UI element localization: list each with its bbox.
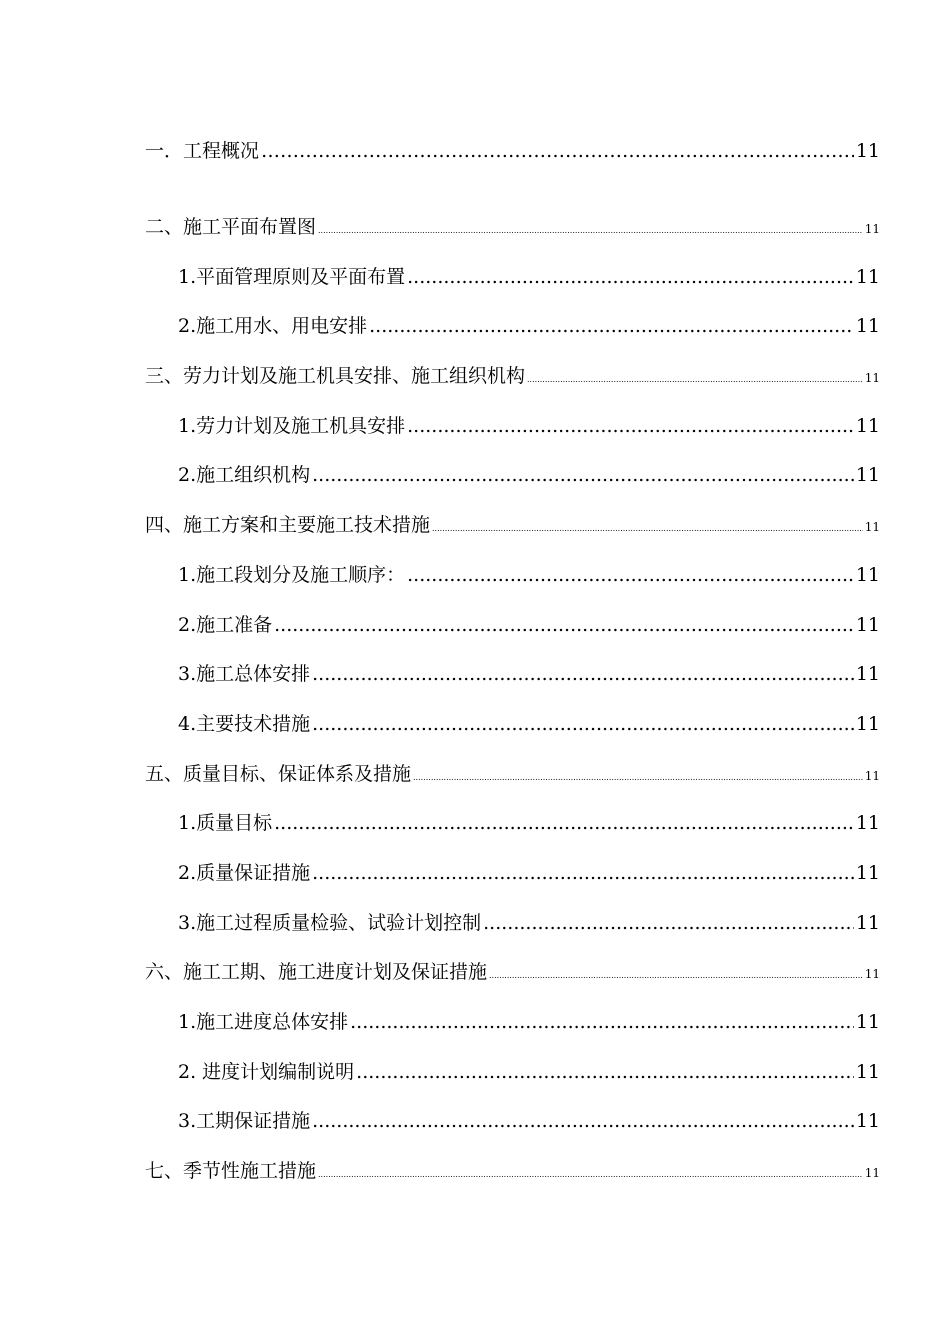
toc-dot-leader: [274, 799, 854, 849]
toc-entry-label: 五、质量目标、保证体系及措施: [145, 762, 412, 785]
toc-entry-label: 七、季节性施工措施: [145, 1160, 317, 1183]
toc-dot-leader: [407, 253, 854, 303]
toc-entry-label: 二、施工平面布置图: [145, 216, 317, 238]
toc-entry[interactable]: [145, 948, 880, 998]
toc-entry-label: 六、施工工期、施工进度计划及保证措施: [145, 961, 488, 984]
toc-dot-leader: [483, 899, 854, 949]
toc-page-number: 11: [855, 812, 880, 835]
toc-dot-leader: [527, 355, 863, 405]
toc-entry[interactable]: [145, 1097, 880, 1147]
toc-page-number: 11: [855, 1110, 880, 1133]
toc-entry[interactable]: [145, 750, 880, 800]
toc-dot-leader: [356, 1048, 854, 1098]
toc-dot-leader: [312, 700, 854, 750]
toc-dot-leader: [407, 551, 854, 601]
toc-page-number: 11: [855, 1011, 880, 1033]
toc-entry-label: 2. 进度计划编制说明: [178, 1060, 355, 1083]
toc-page-number: 11: [855, 563, 880, 586]
toc-entry[interactable]: [145, 501, 880, 551]
toc-entry-label: 2.质量保证措施: [178, 861, 311, 884]
toc-entry-label: 3.施工过程质量检验、试验计划控制: [178, 911, 482, 934]
toc-page-number: 11: [855, 464, 880, 487]
toc-dot-leader: [312, 451, 854, 501]
toc-entry[interactable]: [145, 650, 880, 700]
toc-entry-label: 1.施工进度总体安排: [178, 1011, 349, 1033]
toc-dot-leader: [261, 128, 854, 174]
toc-page-number: 11: [864, 768, 880, 783]
toc-entry-label: 2.施工用水、用电安排: [178, 315, 368, 338]
toc-entry-label: 四、施工方案和主要施工技术措施: [145, 514, 431, 537]
toc-entry[interactable]: [145, 899, 880, 949]
toc-entry[interactable]: [145, 253, 880, 303]
toc-page-number: 11: [864, 371, 880, 386]
toc-entry[interactable]: [145, 1048, 880, 1098]
toc-entry[interactable]: [145, 551, 880, 601]
toc-entry-label: 3.施工总体安排: [178, 663, 311, 686]
toc-dot-leader: [312, 650, 854, 700]
toc-dot-leader: [407, 402, 854, 452]
toc-entry[interactable]: [145, 849, 880, 899]
toc-page-number: 11: [855, 315, 880, 338]
toc-page-number: 11: [864, 1166, 880, 1181]
toc-entry-label: 1.施工段划分及施工顺序：: [178, 563, 406, 586]
toc-entry-label: 1.劳力计划及施工机具安排: [178, 414, 406, 437]
toc-entry[interactable]: [145, 352, 880, 402]
toc-page-number: 11: [855, 265, 880, 288]
toc-page-number: 11: [855, 911, 880, 934]
toc-page-number: 11: [864, 222, 880, 236]
toc-entry-label: 2.施工准备: [178, 613, 273, 636]
toc-entry-label: 一．工程概况: [145, 140, 260, 162]
table-of-contents: [145, 128, 880, 1197]
toc-entry[interactable]: [145, 799, 880, 849]
toc-page-number: 11: [855, 663, 880, 686]
toc-page-number: 11: [855, 140, 880, 162]
toc-page-number: 11: [855, 414, 880, 437]
toc-dot-leader: [369, 302, 854, 352]
toc-dot-leader: [318, 1150, 863, 1200]
toc-entry[interactable]: [145, 451, 880, 501]
toc-dot-leader: [312, 849, 854, 899]
toc-entry[interactable]: [145, 302, 880, 352]
toc-page-number: 11: [864, 967, 880, 982]
toc-entry[interactable]: [145, 402, 880, 452]
toc-entry-label: 3.工期保证措施: [178, 1110, 311, 1133]
toc-dot-leader: [350, 998, 854, 1048]
toc-entry[interactable]: [145, 128, 880, 203]
toc-entry-label: 1.质量目标: [178, 812, 273, 835]
toc-entry[interactable]: [145, 998, 880, 1048]
toc-dot-leader: [318, 206, 863, 256]
toc-entry-label: 1.平面管理原则及平面布置: [178, 265, 406, 288]
toc-entry[interactable]: [145, 203, 880, 253]
toc-entry-label: 2.施工组织机构: [178, 464, 311, 487]
toc-page-number: 11: [855, 861, 880, 884]
toc-dot-leader: [274, 601, 854, 651]
toc-page-number: 11: [864, 520, 880, 535]
toc-entry[interactable]: [145, 1147, 880, 1197]
toc-entry-label: 4.主要技术措施: [178, 712, 311, 735]
toc-entry[interactable]: [145, 601, 880, 651]
toc-dot-leader: [432, 504, 863, 554]
toc-page-number: 11: [855, 712, 880, 735]
toc-page-number: 11: [855, 1060, 880, 1083]
toc-dot-leader: [413, 753, 863, 803]
toc-entry-label: 三、劳力计划及施工机具安排、施工组织机构: [145, 365, 526, 388]
toc-page-number: 11: [855, 613, 880, 636]
toc-entry[interactable]: [145, 700, 880, 750]
toc-dot-leader: [312, 1097, 854, 1147]
toc-dot-leader: [489, 951, 863, 1001]
